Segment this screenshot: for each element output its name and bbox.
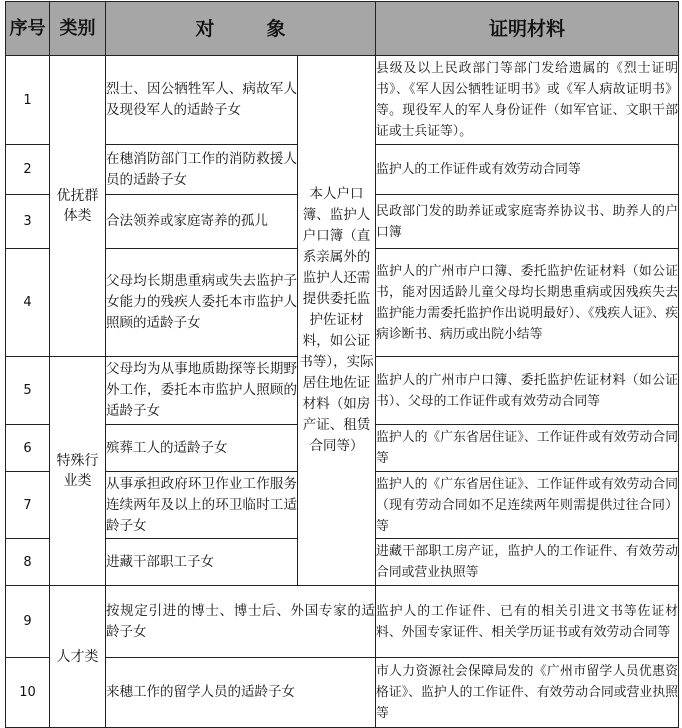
materials-cell: 监护人的工作证件、已有的相关引进文书等佐证材料、外国专家证件、相关学历证书或有效劳动合同等 (376, 586, 679, 658)
row-number: 3 (6, 195, 50, 249)
materials-cell: 监护人的广州市户口簿、委托监护佐证材料（如公证书，能对因适龄儿童父母均长期患重病或因残疾失去监护能力需委托监护作出说明最好）、《残疾人证》、疾病诊断书、病历或出院小结等 (376, 249, 679, 357)
header-target: 对象 (106, 2, 376, 56)
target-cell: 进藏干部职工子女 (106, 539, 298, 586)
common-requirement-cell: 本人户口簿、监护人户口簿（直系亲属外的监护人还需提供委托监护佐证材料，如公证书等），实际居住地佐证材料（如房产证、租赁合同等） (298, 56, 376, 586)
header-category: 类别 (50, 2, 106, 56)
eligibility-table (5, 1, 679, 728)
materials-cell: 监护人的工作证件或有效劳动合同等 (376, 145, 679, 195)
materials-cell: 监护人的《广东省居住证》、工作证件或有效劳动合同等 (376, 425, 679, 472)
row-number: 9 (6, 586, 50, 658)
category-cell: 人才类 (50, 586, 106, 728)
category-cell: 特殊行业类 (50, 357, 106, 586)
target-cell: 殡葬工人的适龄子女 (106, 425, 298, 472)
table-row (6, 56, 679, 145)
target-cell: 父母均为从事地质勘探等长期野外工作，委托本市监护人照顾的适龄子女 (106, 357, 298, 425)
row-number: 6 (6, 425, 50, 472)
table-row (6, 586, 679, 658)
row-number: 7 (6, 472, 50, 539)
table-row (6, 658, 679, 728)
materials-cell: 县级及以上民政部门等部门发给遗属的《烈士证明书》、《军人因公牺牲证明书》或《军人病故证明书》等。现役军人的军人身份证件（如军官证、文职干部证或士兵证等）。 (376, 56, 679, 145)
target-cell: 来穗工作的留学人员的适龄子女 (106, 658, 376, 728)
materials-cell: 市人力资源社会保障局发的《广州市留学人员优惠资格证》、监护人的工作证件、有效劳动合同或营业执照等 (376, 658, 679, 728)
header-seq: 序号 (6, 2, 50, 56)
row-number: 1 (6, 56, 50, 145)
row-number: 10 (6, 658, 50, 728)
target-cell: 从事承担政府环卫作业工作服务连续两年及以上的环卫临时工适龄子女 (106, 472, 298, 539)
row-number: 4 (6, 249, 50, 357)
materials-cell: 进藏干部职工房产证，监护人的工作证件、有效劳动合同或营业执照等 (376, 539, 679, 586)
header-row (6, 2, 679, 56)
target-cell: 父母均长期患重病或失去监护子女能力的残疾人委托本市监护人照顾的适龄子女 (106, 249, 298, 357)
target-cell: 在穗消防部门工作的消防救援人员的适龄子女 (106, 145, 298, 195)
category-cell: 优抚群体类 (50, 56, 106, 357)
materials-cell: 民政部门发的助养证或家庭寄养协议书、助养人的户口簿 (376, 195, 679, 249)
materials-cell: 监护人的《广东省居住证》、工作证件或有效劳动合同（现有劳动合同如不足连续两年则需提供过往合同）等 (376, 472, 679, 539)
row-number: 8 (6, 539, 50, 586)
target-cell: 烈士、因公牺牲军人、病故军人及现役军人的适龄子女 (106, 56, 298, 145)
row-number: 5 (6, 357, 50, 425)
header-materials: 证明材料 (376, 2, 679, 56)
materials-cell: 监护人的广州市户口簿、委托监护佐证材料（如公证书）、父母的工作证件或有效劳动合同等 (376, 357, 679, 425)
target-cell: 合法领养或家庭寄养的孤儿 (106, 195, 298, 249)
row-number: 2 (6, 145, 50, 195)
target-cell: 按规定引进的博士、博士后、外国专家的适龄子女 (106, 586, 376, 658)
